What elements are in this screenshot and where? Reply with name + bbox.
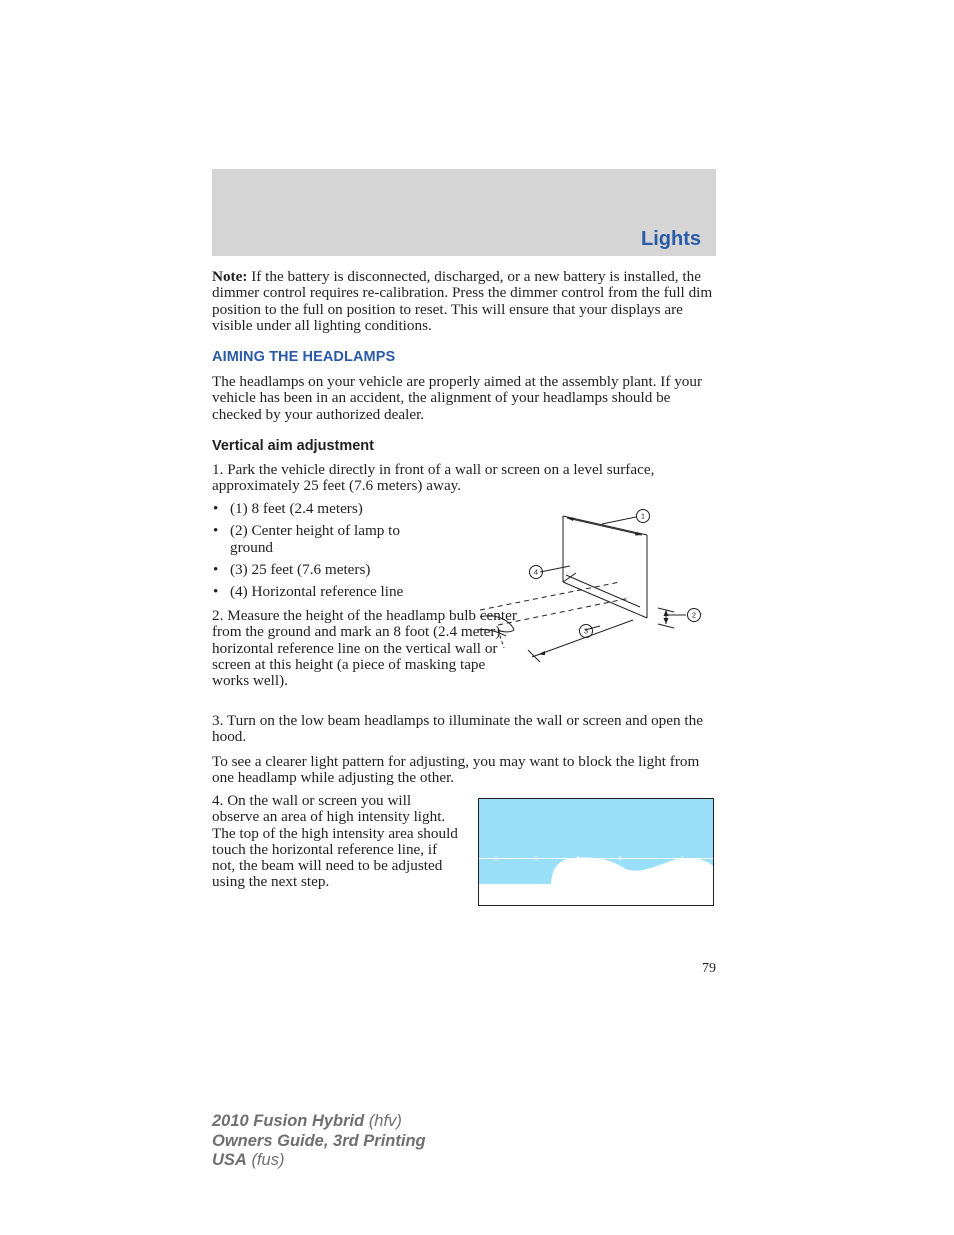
callout-3-label: 3 bbox=[583, 626, 589, 636]
step-2: 2. Measure the height of the headlamp bulb center from the ground and mark an 8 foot (2.4 meter) horizontal reference line on the vertical wall or screen at this height (a piece of masking tape works well). bbox=[212, 607, 517, 690]
callout-4-leader bbox=[540, 566, 570, 572]
step-1: 1. Park the vehicle directly in front of a wall or screen on a level surface, approximately 25 feet (7.6 meters) away. bbox=[212, 461, 655, 495]
section-header-bar bbox=[212, 169, 716, 256]
measurement-list bbox=[212, 501, 442, 606]
callout-2-label: 2 bbox=[691, 610, 697, 620]
callout-1-label: 1 bbox=[640, 511, 646, 521]
beam-projection-upper bbox=[480, 582, 620, 610]
footer-line-region: USA (fus) bbox=[212, 1151, 285, 1169]
tip-paragraph: To see a clearer light pattern for adjusting, you may want to block the light from one headlamp while adjusting the other. bbox=[212, 753, 700, 787]
screen-top-edge bbox=[563, 516, 647, 535]
footer-line-model: 2010 Fusion Hybrid (hfv) bbox=[212, 1112, 402, 1130]
dimension-3-tick bbox=[528, 650, 540, 662]
list-item: • (3) 25 feet (7.6 meters) bbox=[212, 562, 442, 578]
dimension-1-arrow bbox=[567, 518, 642, 535]
document-footer bbox=[212, 1112, 426, 1171]
note-paragraph bbox=[212, 269, 718, 334]
list-item: • (4) Horizontal reference line bbox=[212, 584, 442, 600]
aiming-heading: AIMING THE HEADLAMPS bbox=[212, 349, 396, 365]
aiming-intro: The headlamps on your vehicle are properly aimed at the assembly plant. If your vehicle has been in an accident, the alignment of your headlamps should be checked by your authorized dealer. bbox=[212, 373, 703, 423]
callout-1-leader bbox=[602, 517, 636, 524]
callout-4-label: 4 bbox=[533, 567, 539, 577]
list-item: • (1) 8 feet (2.4 meters) bbox=[212, 501, 442, 517]
page-number: 79 bbox=[702, 961, 716, 976]
screen-base-corner bbox=[563, 573, 576, 582]
step-3: 3. Turn on the low beam headlamps to illuminate the wall or screen and open the hood. bbox=[212, 712, 703, 746]
list-item: • (2) Center height of lamp to ground bbox=[212, 523, 442, 556]
horizontal-reference-line bbox=[566, 575, 640, 607]
dimension-2-bottom-tick bbox=[658, 624, 674, 628]
section-title: Lights bbox=[641, 228, 701, 250]
step-4: 4. On the wall or screen you will observe an area of high intensity light. The top of the high intensity area should touch the horizontal reference line, if not, the beam will need to be adjusted using the next step. bbox=[212, 792, 458, 891]
beam-pattern-illustration bbox=[478, 798, 714, 906]
note-text: If the battery is disconnected, discharged, or a new battery is installed, the dimmer control requires re-calibration. Press the dimmer control from the full dim position to the full on position to reset. This will ensure that your displays are visible under all lighting conditions. bbox=[212, 268, 713, 334]
vertical-aim-heading: Vertical aim adjustment bbox=[212, 438, 374, 454]
note-label: Note: bbox=[212, 268, 248, 285]
screen-bottom-edge bbox=[563, 582, 647, 618]
footer-line-guide: Owners Guide, 3rd Printing bbox=[212, 1131, 426, 1150]
